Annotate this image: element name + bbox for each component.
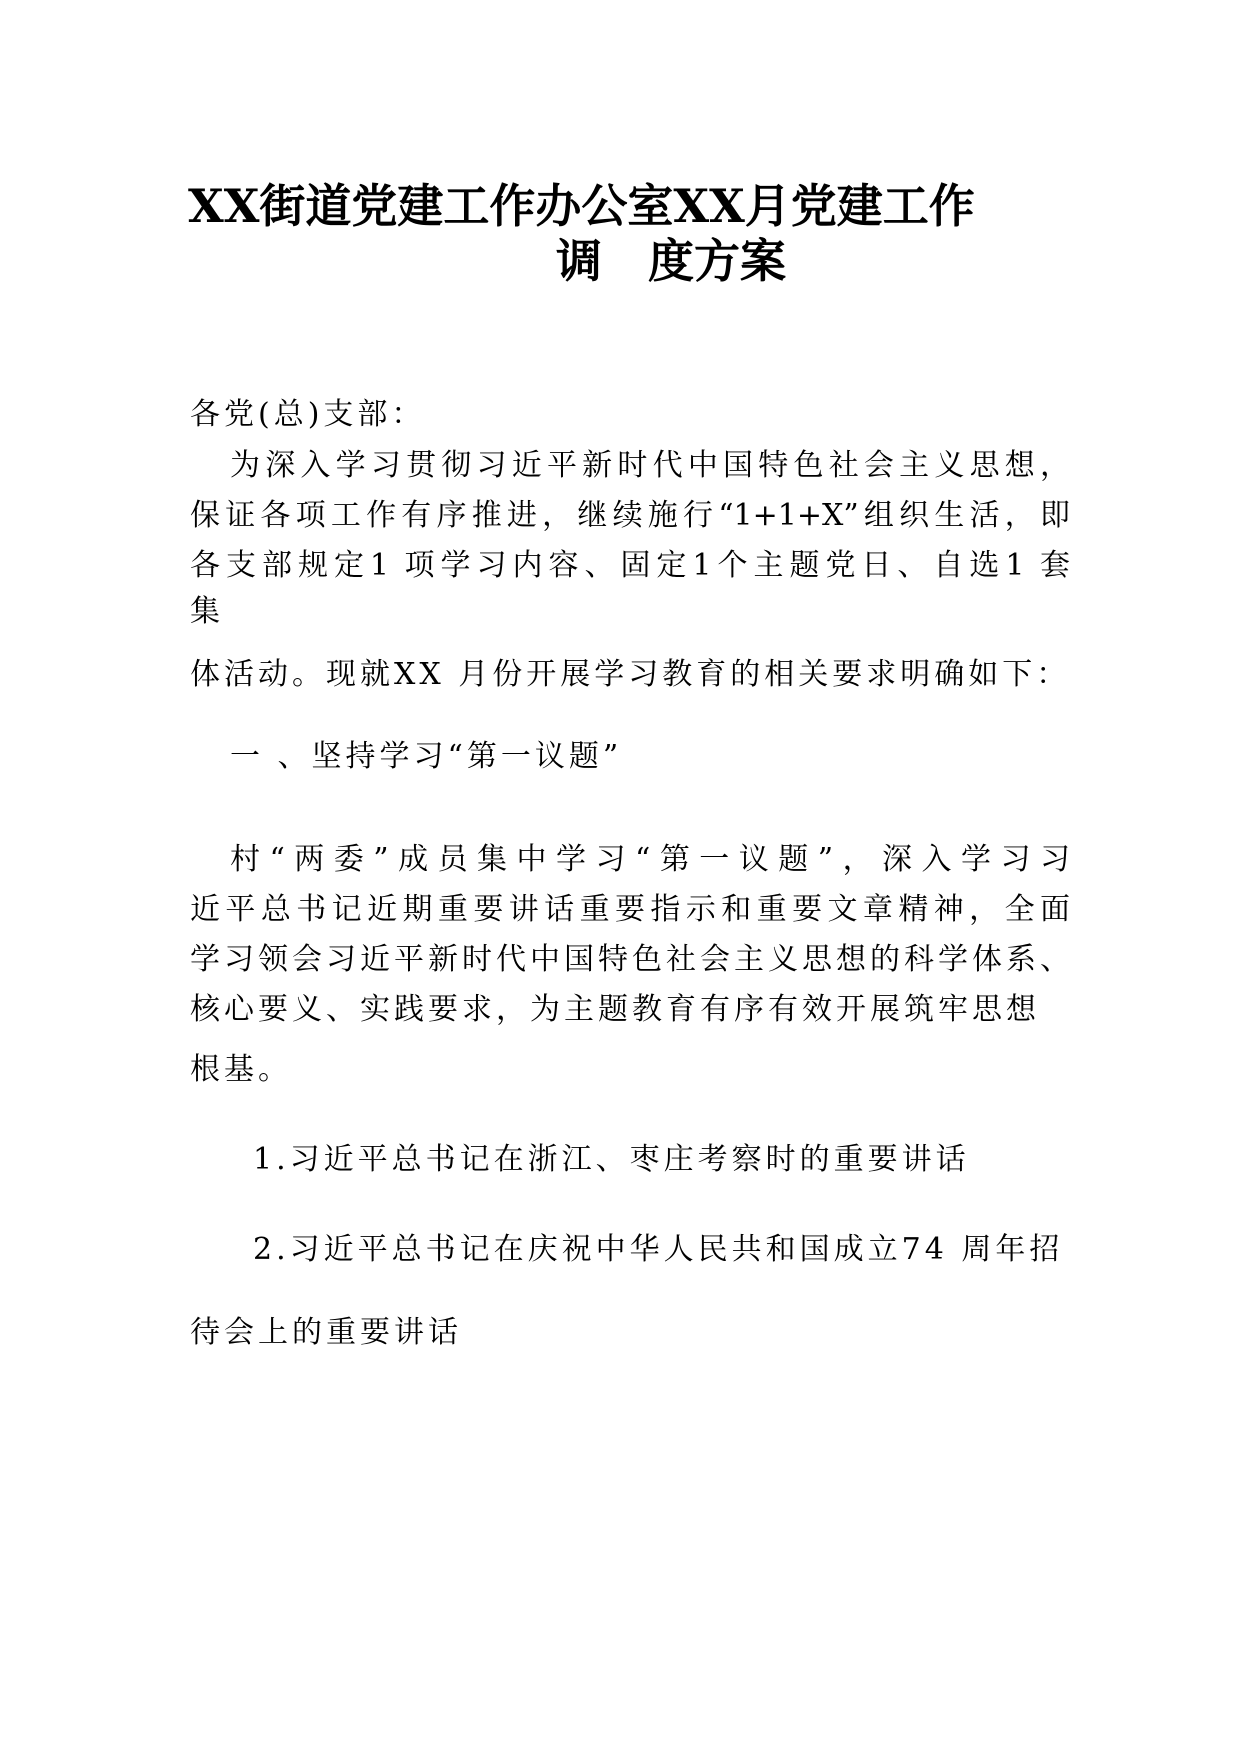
intro-line-4: 集 (190, 594, 220, 629)
section-1-body-line-1: 村“两委”成员集中学习“第一议题”，深入学习习 (230, 842, 1070, 877)
section-1-body-line-5: 根基。 (190, 1052, 292, 1087)
list-item-2-line-2: 待会上的重要讲话 (190, 1315, 462, 1350)
intro-line-5: 体活动。现就XX 月份开展学习教育的相关要求明确如下： (190, 657, 1071, 692)
intro-line-1: 为深入学习贯彻习近平新时代中国特色社会主义思想， (230, 448, 1070, 483)
section-1-heading: 一 、坚持学习“第一议题” (230, 739, 623, 774)
document-title-line-2: 调 度方案 (556, 234, 786, 288)
section-1-body-line-2: 近平总书记近期重要讲话重要指示和重要文章精神，全面 (190, 892, 1070, 927)
list-item-1: 1.习近平总书记在浙江、枣庄考察时的重要讲话 (253, 1142, 970, 1177)
section-1-body-line-3: 学习领会习近平新时代中国特色社会主义思想的科学体系、 (190, 942, 1070, 977)
intro-line-2: 保证各项工作有序推进，继续施行“1+1+X”组织生活，即 (190, 498, 1070, 533)
section-1-body-line-4: 核心要义、实践要求，为主题教育有序有效开展筑牢思想 (190, 992, 1040, 1027)
salutation: 各党(总)支部： (190, 397, 426, 432)
list-item-2-line-1: 2.习近平总书记在庆祝中华人民共和国成立74 周年招 (253, 1232, 1064, 1267)
intro-line-3: 各支部规定1 项学习内容、固定1个主题党日、自选1 套 (190, 548, 1070, 583)
document-title-line-1: XX街道党建工作办公室XX月党建工作 (188, 179, 975, 233)
